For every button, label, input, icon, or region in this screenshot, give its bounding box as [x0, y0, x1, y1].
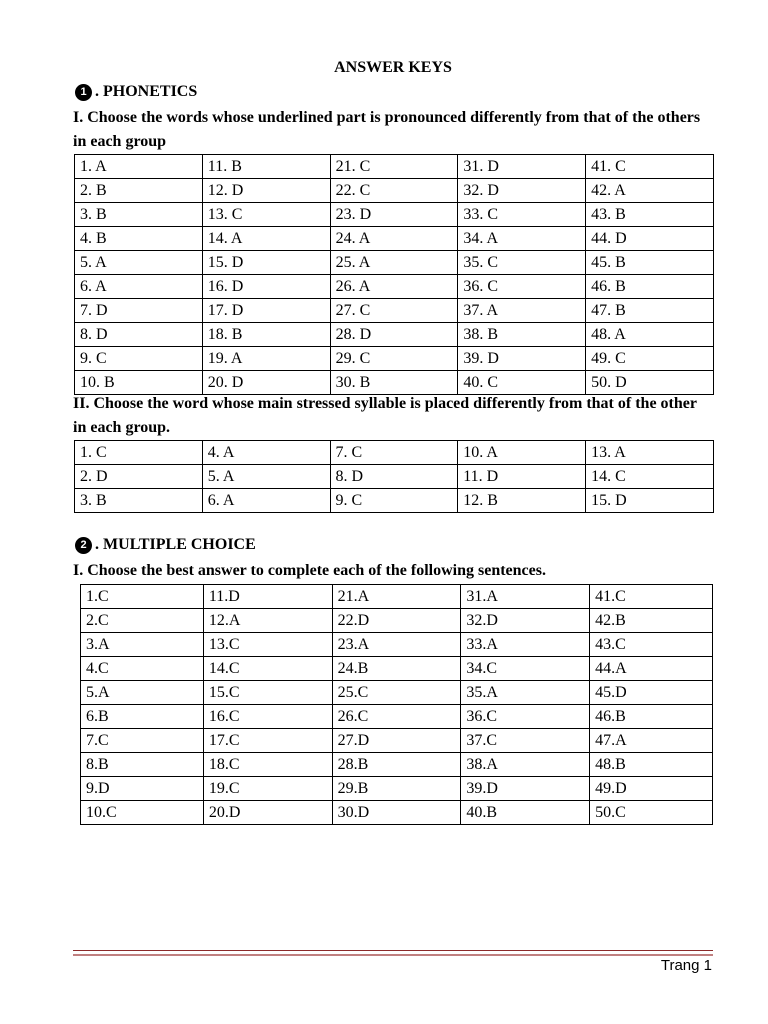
answer-cell: 36. C	[458, 275, 586, 299]
section-title: . PHONETICS	[95, 83, 198, 100]
answer-cell: 28. D	[330, 323, 458, 347]
answer-cell: 6.B	[81, 705, 204, 729]
answer-cell: 43. B	[586, 203, 714, 227]
answer-cell: 8. D	[75, 323, 203, 347]
answer-cell: 37. A	[458, 299, 586, 323]
answer-cell: 14. C	[586, 465, 714, 489]
answer-cell: 35.A	[461, 681, 590, 705]
table-row	[75, 203, 714, 227]
answer-cell: 26. A	[330, 275, 458, 299]
answer-cell: 17.C	[203, 729, 332, 753]
answer-cell: 23.A	[332, 633, 461, 657]
answer-cell: 22. C	[330, 179, 458, 203]
answer-cell: 2.C	[81, 609, 204, 633]
answer-cell: 3.A	[81, 633, 204, 657]
table-row	[81, 609, 713, 633]
answer-cell: 40. C	[458, 371, 586, 395]
answer-cell: 49.D	[590, 777, 713, 801]
answer-cell: 7. D	[75, 299, 203, 323]
answer-cell: 33. C	[458, 203, 586, 227]
answer-cell: 30.D	[332, 801, 461, 825]
answer-cell: 24. A	[330, 227, 458, 251]
answer-cell: 18. B	[202, 323, 330, 347]
table-row	[81, 633, 713, 657]
answer-cell: 32. D	[458, 179, 586, 203]
answer-cell: 6. A	[75, 275, 203, 299]
answer-cell: 1. C	[75, 441, 203, 465]
footer-divider	[73, 950, 713, 956]
answer-cell: 23. D	[330, 203, 458, 227]
answer-cell: 18.C	[203, 753, 332, 777]
answer-cell: 25.C	[332, 681, 461, 705]
answer-cell: 15. D	[202, 251, 330, 275]
answer-cell: 46.B	[590, 705, 713, 729]
table-row	[75, 371, 714, 395]
table-row	[81, 657, 713, 681]
answer-cell: 46. B	[586, 275, 714, 299]
table-row	[75, 179, 714, 203]
answer-cell: 4. B	[75, 227, 203, 251]
answer-cell: 9. C	[330, 489, 458, 513]
answer-cell: 1. A	[75, 155, 203, 179]
answer-cell: 5.A	[81, 681, 204, 705]
answer-cell: 41.C	[590, 585, 713, 609]
answer-cell: 44.A	[590, 657, 713, 681]
answer-cell: 3. B	[75, 203, 203, 227]
table-row	[75, 155, 714, 179]
answer-cell: 32.D	[461, 609, 590, 633]
answer-cell: 16. D	[202, 275, 330, 299]
answer-cell: 20.D	[203, 801, 332, 825]
answer-cell: 10.C	[81, 801, 204, 825]
answer-cell: 8.B	[81, 753, 204, 777]
table-row	[75, 299, 714, 323]
answer-cell: 4.C	[81, 657, 204, 681]
answer-cell: 38. B	[458, 323, 586, 347]
answer-cell: 20. D	[202, 371, 330, 395]
answer-cell: 12.A	[203, 609, 332, 633]
table-row	[81, 801, 713, 825]
answer-cell: 5. A	[202, 465, 330, 489]
answer-cell: 2. D	[75, 465, 203, 489]
answer-cell: 10. A	[458, 441, 586, 465]
table-row	[75, 323, 714, 347]
instruction-pronunciation: I. Choose the words whose underlined part is pronounced differently from that of the others in each group	[73, 109, 701, 150]
answer-cell: 21.A	[332, 585, 461, 609]
answer-cell: 2. B	[75, 179, 203, 203]
answer-cell: 25. A	[330, 251, 458, 275]
answer-cell: 15. D	[586, 489, 714, 513]
table-row	[81, 777, 713, 801]
answer-cell: 7.C	[81, 729, 204, 753]
answer-cell: 43.C	[590, 633, 713, 657]
answer-cell: 33.A	[461, 633, 590, 657]
table-row	[75, 275, 714, 299]
answer-cell: 9. C	[75, 347, 203, 371]
answer-cell: 31.A	[461, 585, 590, 609]
answer-cell: 4. A	[202, 441, 330, 465]
answer-cell: 50. D	[586, 371, 714, 395]
answer-cell: 21. C	[330, 155, 458, 179]
answer-cell: 29.B	[332, 777, 461, 801]
instruction-stress: II. Choose the word whose main stressed syllable is placed differently from that of the other in each group.	[73, 395, 697, 436]
answer-cell: 15.C	[203, 681, 332, 705]
instruction-multiple-choice: I. Choose the best answer to complete each of the following sentences.	[73, 562, 546, 579]
answer-cell: 26.C	[332, 705, 461, 729]
answer-cell: 19. A	[202, 347, 330, 371]
answer-cell: 44. D	[586, 227, 714, 251]
section-title: . MULTIPLE CHOICE	[95, 536, 256, 553]
answer-cell: 37.C	[461, 729, 590, 753]
answer-cell: 11. B	[202, 155, 330, 179]
answer-cell: 14.C	[203, 657, 332, 681]
answer-cell: 45.D	[590, 681, 713, 705]
answer-cell: 47. B	[586, 299, 714, 323]
answer-cell: 40.B	[461, 801, 590, 825]
answer-cell: 3. B	[75, 489, 203, 513]
answer-cell: 38.A	[461, 753, 590, 777]
table-row	[81, 585, 713, 609]
answer-cell: 12. B	[458, 489, 586, 513]
table-row	[75, 347, 714, 371]
answer-cell: 36.C	[461, 705, 590, 729]
answer-table-pronunciation	[74, 154, 714, 395]
answer-cell: 35. C	[458, 251, 586, 275]
answer-cell: 17. D	[202, 299, 330, 323]
answer-cell: 29. C	[330, 347, 458, 371]
answer-cell: 34.C	[461, 657, 590, 681]
answer-cell: 11.D	[203, 585, 332, 609]
answer-cell: 22.D	[332, 609, 461, 633]
answer-table-multiple-choice	[80, 584, 713, 825]
answer-cell: 42.B	[590, 609, 713, 633]
answer-cell: 5. A	[75, 251, 203, 275]
answer-cell: 7. C	[330, 441, 458, 465]
answer-cell: 27. C	[330, 299, 458, 323]
answer-cell: 6. A	[202, 489, 330, 513]
table-row	[81, 753, 713, 777]
answer-cell: 49. C	[586, 347, 714, 371]
section-heading-multiple-choice	[75, 536, 256, 554]
section-heading-phonetics	[75, 83, 197, 101]
answer-cell: 11. D	[458, 465, 586, 489]
table-row	[75, 489, 714, 513]
answer-cell: 30. B	[330, 371, 458, 395]
table-row	[75, 441, 714, 465]
answer-cell: 50.C	[590, 801, 713, 825]
answer-cell: 39.D	[461, 777, 590, 801]
answer-table-stress	[74, 440, 714, 513]
page-title: ANSWER KEYS	[334, 59, 452, 76]
table-row	[75, 227, 714, 251]
table-row	[75, 465, 714, 489]
answer-cell: 48. A	[586, 323, 714, 347]
answer-cell: 28.B	[332, 753, 461, 777]
answer-cell: 24.B	[332, 657, 461, 681]
answer-cell: 16.C	[203, 705, 332, 729]
answer-cell: 19.C	[203, 777, 332, 801]
answer-cell: 45. B	[586, 251, 714, 275]
answer-cell: 34. A	[458, 227, 586, 251]
answer-cell: 13. A	[586, 441, 714, 465]
answer-cell: 41. C	[586, 155, 714, 179]
number-one-icon: 1	[75, 84, 92, 101]
answer-cell: 39. D	[458, 347, 586, 371]
answer-cell: 47.A	[590, 729, 713, 753]
table-row	[81, 705, 713, 729]
answer-cell: 27.D	[332, 729, 461, 753]
answer-cell: 14. A	[202, 227, 330, 251]
table-row	[81, 729, 713, 753]
answer-cell: 42. A	[586, 179, 714, 203]
table-row	[81, 681, 713, 705]
page-number: Trang 1	[660, 957, 712, 974]
answer-cell: 13.C	[203, 633, 332, 657]
answer-cell: 8. D	[330, 465, 458, 489]
table-row	[75, 251, 714, 275]
answer-cell: 13. C	[202, 203, 330, 227]
answer-cell: 12. D	[202, 179, 330, 203]
answer-cell: 10. B	[75, 371, 203, 395]
number-two-icon: 2	[75, 537, 92, 554]
answer-cell: 48.B	[590, 753, 713, 777]
answer-cell: 1.C	[81, 585, 204, 609]
answer-cell: 31. D	[458, 155, 586, 179]
answer-cell: 9.D	[81, 777, 204, 801]
